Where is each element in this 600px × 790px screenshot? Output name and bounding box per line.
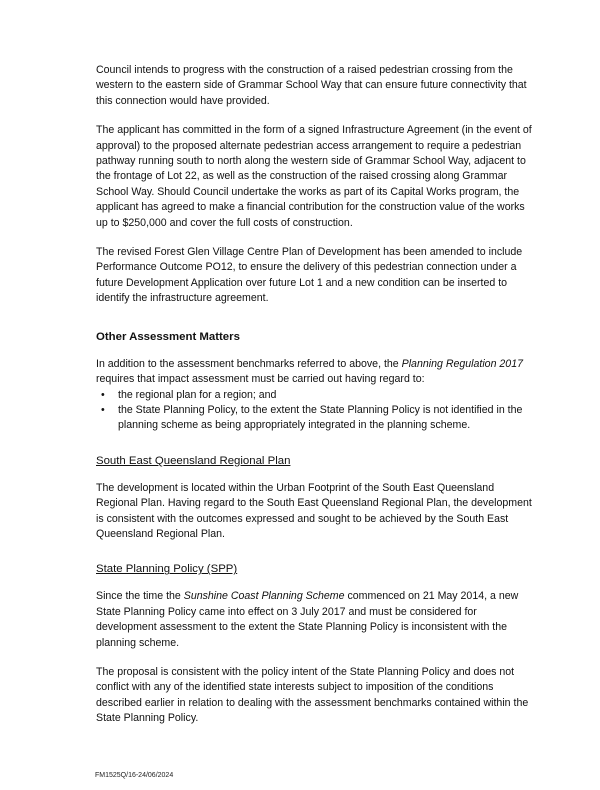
paragraph-pedestrian-crossing: Council intends to progress with the construction of a raised pedestrian crossing from the western to the eastern side of Grammar School Way that can ensure future connectivity that this connection would have provided. <box>96 64 527 107</box>
bullet-state-planning-policy: • the State Planning Policy, to the extent the State Planning Policy is not identified in the planning scheme as being appropriately integrated in the planning scheme. <box>118 403 538 434</box>
document-page <box>96 63 538 727</box>
heading-state-planning-policy: State Planning Policy (SPP) <box>96 563 238 576</box>
planning-regulation-text-before: In addition to the assessment benchmarks referred to above, the <box>96 357 402 370</box>
paragraph-spp-commencement <box>96 589 538 651</box>
paragraph-planning-regulation <box>96 357 538 388</box>
assessment-bullet-list <box>96 388 538 434</box>
footer-document-code: FM1525Q/16-24/06/2024 <box>95 772 174 779</box>
paragraph-spp-consistency: The proposal is consistent with the policy intent of the State Planning Policy and does not conflict with any of the identified state interests subject to imposition of the conditions described earlier in relation to dealing with the assessment benchmarks contained within the State Planning Policy. <box>96 665 529 725</box>
planning-regulation-text-after: requires that impact assessment must be carried out having regard to: <box>96 373 425 386</box>
paragraph-plan-of-development: The revised Forest Glen Village Centre Plan of Development has been amended to include Performance Outcome PO12, to ensure the delivery of this pedestrian connection under a future Development Application over future Lot 1 and a new condition can be inserted to identify the infrastructure agreement. <box>96 246 523 305</box>
paragraph-seq-regional-plan: The development is located within the Urban Footprint of the South East Queensland Regional Plan. Having regard to the South East Queensland Regional Plan, the development is consistent with the outcomes expressed and sought to be achieved by the South East Queensland Regional Plan. <box>96 481 532 540</box>
planning-scheme-title: Sunshine Coast Planning Scheme <box>183 590 345 603</box>
heading-other-assessment-matters: Other Assessment Matters <box>96 330 240 343</box>
heading-seq-regional-plan: South East Queensland Regional Plan <box>96 454 291 467</box>
spp-text-after: commenced on 21 May 2014, a new State Planning Policy came into effect on 3 July 2017 and must be considered for development assessment to the extent the State Planning Policy is inconsistent with the planning scheme. <box>96 590 519 649</box>
spp-text-before: Since the time the <box>96 590 184 603</box>
paragraph-infrastructure-agreement: The applicant has committed in the form of a signed Infrastructure Agreement (in the event of approval) to the proposed alternate pedestrian access arrangement to require a pedestrian pathway running south to north along the western side of Grammar School Way, adjacent to the frontage of Lot 22, as well as the construction of the raised crossing along Grammar School Way. Should Council undertake the works as part of its Capital Works program, the applicant has agreed to make a financial contribution for the construction value of the works up to $250,000 and cover the full costs of construction. <box>96 124 532 229</box>
bullet-regional-plan: • the regional plan for a region; and <box>118 388 538 403</box>
planning-regulation-title: Planning Regulation 2017 <box>401 357 523 370</box>
